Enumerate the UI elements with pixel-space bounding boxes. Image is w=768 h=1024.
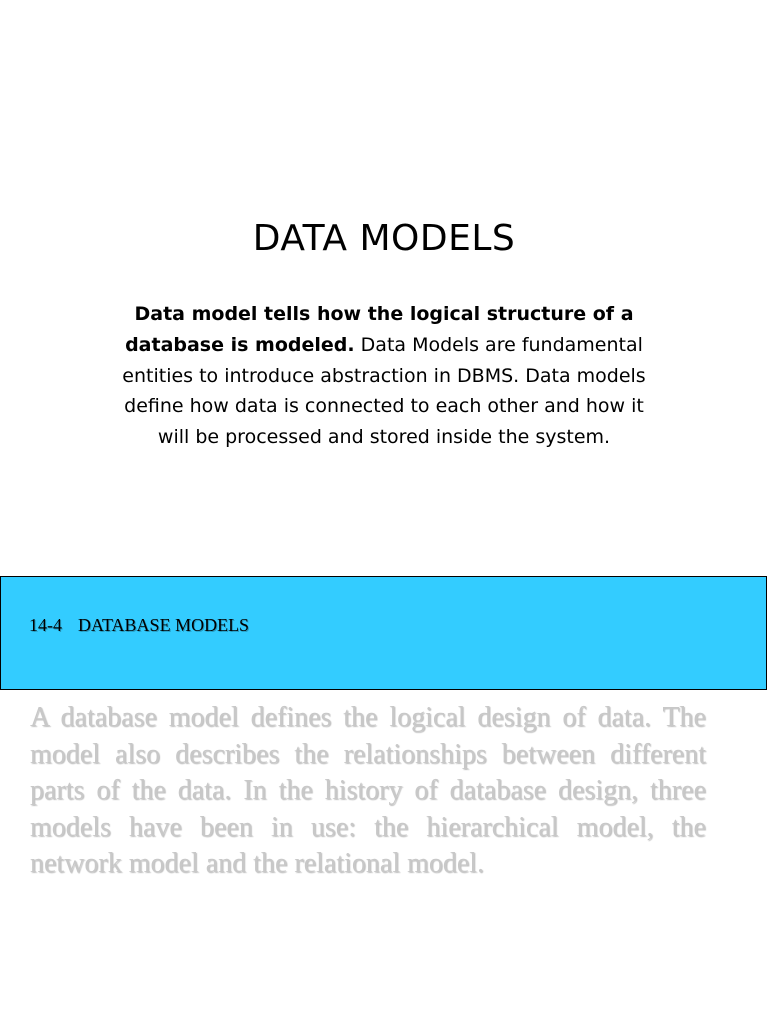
intro-paragraph [110, 299, 658, 453]
intro-bold-text: Data model tells how the logical structure of a database is modeled. [125, 303, 634, 356]
database-model-paragraph: A database model defines the logical design of data. The model also describes the relationships between different parts of the data. In the history of database design, three models have been in use: the hierarchical model, the network model and the relational model. [30, 702, 706, 879]
section-number: 14-4 [29, 615, 62, 635]
section-title: DATABASE MODELS [78, 615, 250, 635]
section-header-band [0, 576, 767, 690]
page-title: DATA MODELS [252, 218, 516, 259]
intro-rest-text: Data Models are fundamental entities to introduce abstraction in DBMS. Data models define how data is connected to each other and how it will be processed and stored inside the system. [122, 333, 646, 449]
section-heading [29, 615, 249, 636]
